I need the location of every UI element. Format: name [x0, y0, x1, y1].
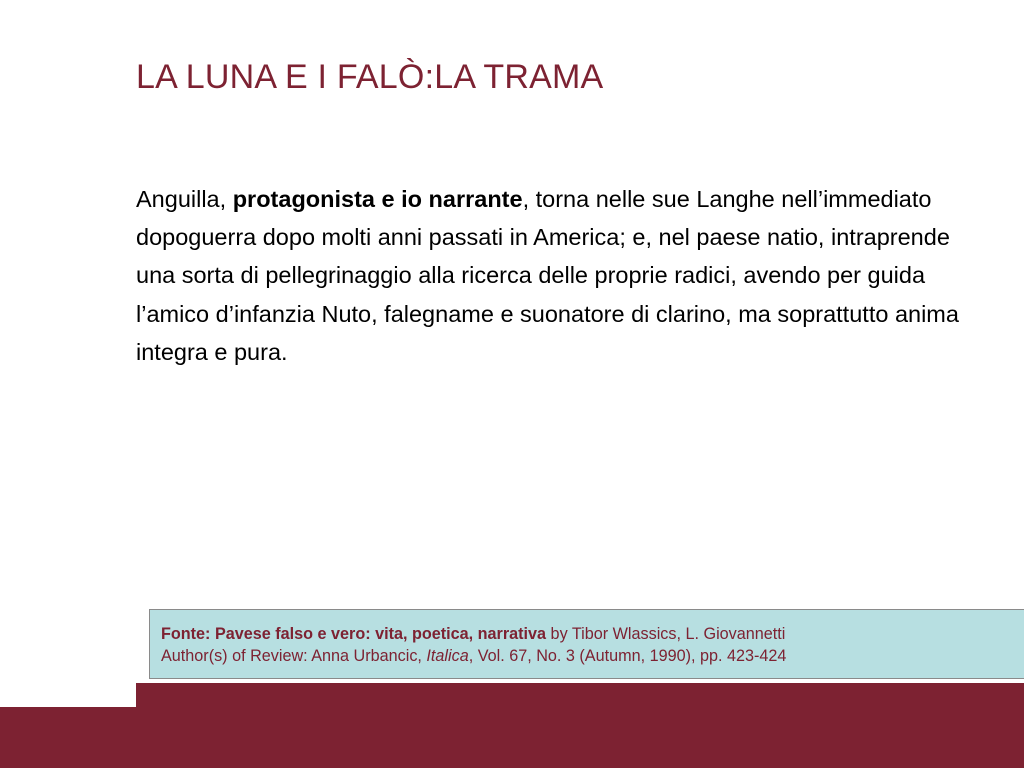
source-review-author: Author(s) of Review: Anna Urbancic,	[161, 647, 427, 665]
slide-title: LA LUNA E I FALÒ:LA TRAMA	[136, 58, 604, 96]
source-volume-info: , Vol. 67, No. 3 (Autumn, 1990), pp. 423-424	[468, 647, 787, 665]
footer-bar-tab	[136, 683, 1024, 708]
body-text-rest: , torna nelle sue Langhe nell’immediato dopoguerra dopo molti anni passati in America; e, nel paese natio, intraprende una sorta di pellegrinaggio alla ricerca delle proprie radici, avendo per guida l’amico d’infanzia Nuto, falegname e suonatore di clarino, ma soprattutto anima integra e pura.	[136, 186, 959, 365]
footer-bar	[0, 707, 1024, 768]
source-journal: Italica	[426, 647, 469, 665]
source-title: Fonte: Pavese falso e vero: vita, poetica, narrativa	[161, 625, 547, 643]
source-citation-box	[149, 609, 1024, 679]
body-text-bold-phrase: protagonista e io narrante	[232, 186, 523, 212]
source-authors: by Tibor Wlassics, L. Giovannetti	[546, 625, 786, 643]
body-text-intro: Anguilla,	[136, 186, 233, 212]
slide-body-text	[136, 180, 976, 371]
